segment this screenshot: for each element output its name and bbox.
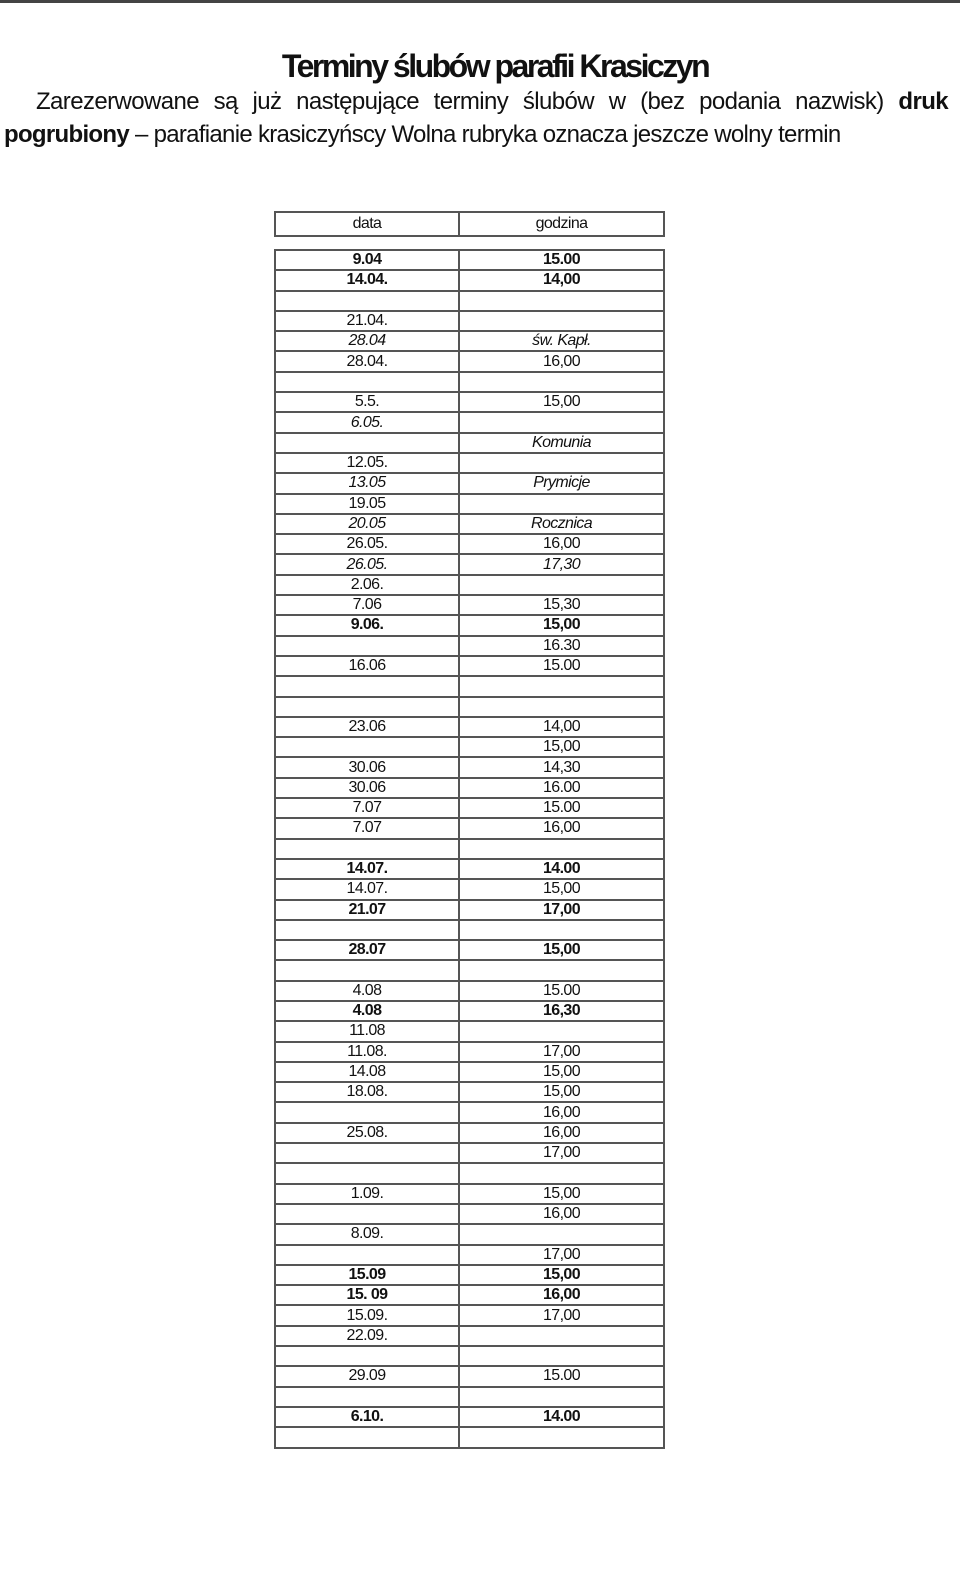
date-cell: 4.08 bbox=[275, 1001, 459, 1021]
intro-line-2 bbox=[4, 121, 944, 149]
table-row bbox=[275, 1123, 664, 1143]
date-cell bbox=[275, 291, 459, 311]
date-cell: 30.06 bbox=[275, 778, 459, 798]
time-cell: 16,00 bbox=[459, 818, 664, 838]
time-cell: 16,00 bbox=[459, 1123, 664, 1143]
date-cell bbox=[275, 697, 459, 717]
table-row bbox=[275, 778, 664, 798]
table-row bbox=[275, 554, 664, 574]
schedule-table bbox=[274, 249, 665, 1449]
table-row bbox=[275, 1021, 664, 1041]
table-row bbox=[275, 676, 664, 696]
table-row bbox=[275, 636, 664, 656]
date-cell bbox=[275, 1102, 459, 1122]
time-cell bbox=[459, 372, 664, 392]
date-cell: 6.05. bbox=[275, 412, 459, 432]
time-cell: 15,00 bbox=[459, 940, 664, 960]
date-cell: 6.10. bbox=[275, 1407, 459, 1427]
intro-line-1 bbox=[36, 88, 948, 116]
table-row bbox=[275, 311, 664, 331]
date-cell bbox=[275, 920, 459, 940]
time-cell: 15.00 bbox=[459, 250, 664, 270]
time-cell: 16.00 bbox=[459, 778, 664, 798]
table-row bbox=[275, 656, 664, 676]
date-cell: 5.5. bbox=[275, 392, 459, 412]
table-row bbox=[275, 737, 664, 757]
table-row bbox=[275, 900, 664, 920]
table-row bbox=[275, 1143, 664, 1163]
table-row bbox=[275, 839, 664, 859]
time-cell bbox=[459, 920, 664, 940]
time-cell bbox=[459, 1021, 664, 1041]
date-cell: 8.09. bbox=[275, 1224, 459, 1244]
table-row bbox=[275, 514, 664, 534]
date-cell bbox=[275, 636, 459, 656]
date-cell bbox=[275, 1387, 459, 1407]
table-row bbox=[275, 920, 664, 940]
table-row bbox=[275, 595, 664, 615]
time-cell: 14,30 bbox=[459, 757, 664, 777]
table-row bbox=[275, 1326, 664, 1346]
table-row bbox=[275, 412, 664, 432]
date-cell: 2.06. bbox=[275, 575, 459, 595]
table-row bbox=[275, 960, 664, 980]
time-cell bbox=[459, 697, 664, 717]
table-row bbox=[275, 1082, 664, 1102]
table-row bbox=[275, 372, 664, 392]
time-cell: 15,00 bbox=[459, 879, 664, 899]
time-cell bbox=[459, 1224, 664, 1244]
time-cell: Prymicje bbox=[459, 473, 664, 493]
schedule-header-table bbox=[274, 211, 665, 237]
time-cell: 14.00 bbox=[459, 859, 664, 879]
table-row bbox=[275, 798, 664, 818]
table-row bbox=[275, 351, 664, 371]
date-cell bbox=[275, 839, 459, 859]
time-cell: Komunia bbox=[459, 433, 664, 453]
table-row bbox=[275, 1285, 664, 1305]
table-row bbox=[275, 433, 664, 453]
date-cell: 28.04 bbox=[275, 331, 459, 351]
time-cell: 17,30 bbox=[459, 554, 664, 574]
table-row bbox=[275, 981, 664, 1001]
table-row bbox=[275, 615, 664, 635]
header-date: data bbox=[275, 212, 459, 236]
date-cell: 23.06 bbox=[275, 717, 459, 737]
time-cell: 15,00 bbox=[459, 1265, 664, 1285]
table-row bbox=[275, 940, 664, 960]
date-cell: 20.05 bbox=[275, 514, 459, 534]
table-row bbox=[275, 575, 664, 595]
time-cell bbox=[459, 1387, 664, 1407]
date-cell: 21.07 bbox=[275, 900, 459, 920]
date-cell bbox=[275, 1427, 459, 1447]
table-row bbox=[275, 1245, 664, 1265]
time-cell: 15.00 bbox=[459, 1366, 664, 1386]
date-cell bbox=[275, 1143, 459, 1163]
time-cell: 15.00 bbox=[459, 656, 664, 676]
date-cell: 18.08. bbox=[275, 1082, 459, 1102]
time-cell: 15,00 bbox=[459, 1062, 664, 1082]
time-cell: 14.00 bbox=[459, 1407, 664, 1427]
time-cell bbox=[459, 453, 664, 473]
time-cell: 15,00 bbox=[459, 1184, 664, 1204]
date-cell: 4.08 bbox=[275, 981, 459, 1001]
date-cell: 11.08 bbox=[275, 1021, 459, 1041]
time-cell: 17,00 bbox=[459, 1305, 664, 1325]
time-cell bbox=[459, 311, 664, 331]
time-cell bbox=[459, 960, 664, 980]
table-row bbox=[275, 757, 664, 777]
time-cell: 17,00 bbox=[459, 1042, 664, 1062]
table-row bbox=[275, 1163, 664, 1183]
time-cell: 16,00 bbox=[459, 1285, 664, 1305]
time-cell bbox=[459, 1163, 664, 1183]
date-cell: 29.09 bbox=[275, 1366, 459, 1386]
time-cell: Rocznica bbox=[459, 514, 664, 534]
date-cell: 28.07 bbox=[275, 940, 459, 960]
date-cell bbox=[275, 433, 459, 453]
time-cell: 16,30 bbox=[459, 1001, 664, 1021]
date-cell: 1.09. bbox=[275, 1184, 459, 1204]
time-cell: 16,00 bbox=[459, 534, 664, 554]
time-cell: 16,00 bbox=[459, 351, 664, 371]
table-row bbox=[275, 1407, 664, 1427]
date-cell: 26.05. bbox=[275, 534, 459, 554]
time-cell bbox=[459, 676, 664, 696]
date-cell: 15.09 bbox=[275, 1265, 459, 1285]
table-row bbox=[275, 818, 664, 838]
time-cell: 15.00 bbox=[459, 981, 664, 1001]
time-cell: 17,00 bbox=[459, 1245, 664, 1265]
date-cell: 13.05 bbox=[275, 473, 459, 493]
table-row bbox=[275, 534, 664, 554]
table-row bbox=[275, 859, 664, 879]
date-cell: 7.07 bbox=[275, 798, 459, 818]
table-row bbox=[275, 1001, 664, 1021]
time-cell: 17,00 bbox=[459, 900, 664, 920]
date-cell: 15.09. bbox=[275, 1305, 459, 1325]
time-cell bbox=[459, 412, 664, 432]
time-cell bbox=[459, 839, 664, 859]
date-cell bbox=[275, 1245, 459, 1265]
date-cell: 9.04 bbox=[275, 250, 459, 270]
table-row bbox=[275, 1042, 664, 1062]
date-cell: 15. 09 bbox=[275, 1285, 459, 1305]
time-cell bbox=[459, 575, 664, 595]
time-cell bbox=[459, 1346, 664, 1366]
time-cell: 17,00 bbox=[459, 1143, 664, 1163]
intro-line-2-bold: pogrubiony bbox=[4, 121, 129, 148]
date-cell: 21.04. bbox=[275, 311, 459, 331]
date-cell: 7.06 bbox=[275, 595, 459, 615]
time-cell: 15,00 bbox=[459, 392, 664, 412]
time-cell bbox=[459, 1326, 664, 1346]
header-time: godzina bbox=[459, 212, 664, 236]
time-cell: 16.30 bbox=[459, 636, 664, 656]
table-row bbox=[275, 1305, 664, 1325]
table-row bbox=[275, 1102, 664, 1122]
time-cell bbox=[459, 494, 664, 514]
schedule-rows bbox=[275, 250, 664, 1448]
time-cell: św. Kapł. bbox=[459, 331, 664, 351]
date-cell: 9.06. bbox=[275, 615, 459, 635]
date-cell: 26.05. bbox=[275, 554, 459, 574]
table-row bbox=[275, 392, 664, 412]
table-row bbox=[275, 1387, 664, 1407]
time-cell: 15.00 bbox=[459, 798, 664, 818]
date-cell: 22.09. bbox=[275, 1326, 459, 1346]
table-row bbox=[275, 1204, 664, 1224]
time-cell: 16,00 bbox=[459, 1204, 664, 1224]
date-cell: 30.06 bbox=[275, 757, 459, 777]
table-row bbox=[275, 1346, 664, 1366]
time-cell: 14,00 bbox=[459, 270, 664, 290]
table-row bbox=[275, 697, 664, 717]
table-row bbox=[275, 331, 664, 351]
table-row bbox=[275, 879, 664, 899]
intro-line-2-text: – parafianie krasiczyńscy Wolna rubryka oznacza jeszcze wolny termin bbox=[128, 121, 841, 148]
header-row bbox=[275, 212, 664, 236]
time-cell: 15,30 bbox=[459, 595, 664, 615]
table-row bbox=[275, 1224, 664, 1244]
date-cell bbox=[275, 676, 459, 696]
date-cell: 16.06 bbox=[275, 656, 459, 676]
date-cell bbox=[275, 1204, 459, 1224]
table-row bbox=[275, 1062, 664, 1082]
table-row bbox=[275, 1184, 664, 1204]
date-cell bbox=[275, 372, 459, 392]
time-cell: 15,00 bbox=[459, 737, 664, 757]
table-row bbox=[275, 1265, 664, 1285]
date-cell bbox=[275, 960, 459, 980]
table-row bbox=[275, 1427, 664, 1447]
date-cell: 14.08 bbox=[275, 1062, 459, 1082]
time-cell: 14,00 bbox=[459, 717, 664, 737]
time-cell bbox=[459, 1427, 664, 1447]
time-cell bbox=[459, 291, 664, 311]
date-cell: 19.05 bbox=[275, 494, 459, 514]
page-title: Terminy ślubów parafii Krasiczyn bbox=[281, 48, 709, 84]
table-row bbox=[275, 494, 664, 514]
table-row bbox=[275, 250, 664, 270]
date-cell: 14.07. bbox=[275, 859, 459, 879]
table-row bbox=[275, 270, 664, 290]
date-cell bbox=[275, 737, 459, 757]
table-row bbox=[275, 453, 664, 473]
intro-line-1-bold: druk bbox=[898, 88, 948, 115]
table-row bbox=[275, 717, 664, 737]
intro-line-1-text: Zarezerwowane są już następujące terminy ślubów w (bez podania nazwisk) bbox=[36, 88, 884, 115]
date-cell bbox=[275, 1163, 459, 1183]
time-cell: 15,00 bbox=[459, 615, 664, 635]
date-cell: 28.04. bbox=[275, 351, 459, 371]
table-row bbox=[275, 291, 664, 311]
date-cell: 11.08. bbox=[275, 1042, 459, 1062]
top-border-line bbox=[0, 0, 960, 3]
time-cell: 15,00 bbox=[459, 1082, 664, 1102]
table-row bbox=[275, 1366, 664, 1386]
date-cell: 7.07 bbox=[275, 818, 459, 838]
date-cell: 14.07. bbox=[275, 879, 459, 899]
date-cell: 25.08. bbox=[275, 1123, 459, 1143]
table-row bbox=[275, 473, 664, 493]
date-cell: 12.05. bbox=[275, 453, 459, 473]
date-cell: 14.04. bbox=[275, 270, 459, 290]
date-cell bbox=[275, 1346, 459, 1366]
time-cell: 16,00 bbox=[459, 1102, 664, 1122]
